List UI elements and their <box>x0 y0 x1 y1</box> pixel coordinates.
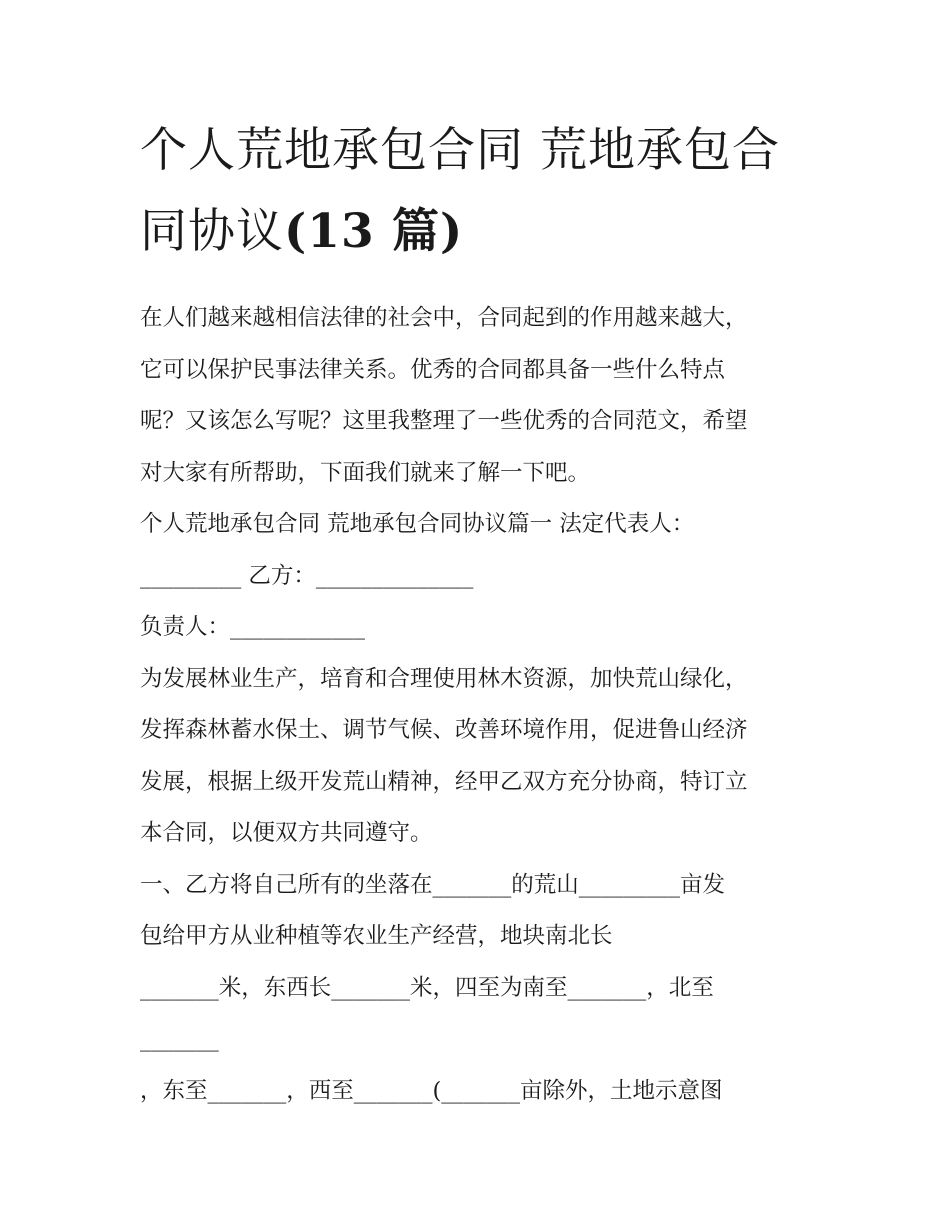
body-line: 它可以保护民事法律关系。优秀的合同都具备一些什么特点 <box>140 356 726 383</box>
document-body <box>140 293 820 1117</box>
body-line: 对大家有所帮助，下面我们就来了解一下吧。 <box>140 459 591 486</box>
body-line: 一、乙方将自己所有的坐落在_______的荒山_________亩发 <box>140 871 726 898</box>
body-line: 为发展林业生产，培育和合理使用林木资源，加快荒山绿化， <box>140 665 748 692</box>
body-line: 负责人：____________ <box>140 614 366 640</box>
title-line-2-prefix: 同协议 <box>140 204 284 259</box>
title-line-1: 个人荒地承包合同 荒地承包合 <box>140 123 780 178</box>
document-title <box>140 110 820 272</box>
title-line-2-count: (13 篇) <box>284 204 464 259</box>
body-line: 本合同，以便双方共同遵守。 <box>140 820 433 846</box>
body-line: 包给甲方从业种植等农业生产经营，地块南北长 <box>140 923 613 949</box>
body-line: 在人们越来越相信法律的社会中，合同起到的作用越来越大， <box>140 305 748 331</box>
body-line: _______ <box>140 1026 219 1052</box>
body-line: _________ 乙方：______________ <box>140 562 474 589</box>
document-page <box>140 110 820 1117</box>
body-line: 呢？又该怎么写呢？这里我整理了一些优秀的合同范文，希望 <box>140 408 748 434</box>
body-line: 发展，根据上级开发荒山精神，经甲乙双方充分协商，特订立 <box>140 768 748 795</box>
body-line: _______米，东西长_______米，四至为南至_______，北至 <box>140 974 714 1001</box>
body-line: 个人荒地承包合同 荒地承包合同协议篇一 法定代表人： <box>140 511 695 537</box>
body-line: ，东至_______，西至_______(_______亩除外，土地示意图 <box>140 1077 723 1104</box>
body-line: 发挥森林蓄水保土、调节气候、改善环境作用，促进鲁山经济 <box>140 717 748 743</box>
